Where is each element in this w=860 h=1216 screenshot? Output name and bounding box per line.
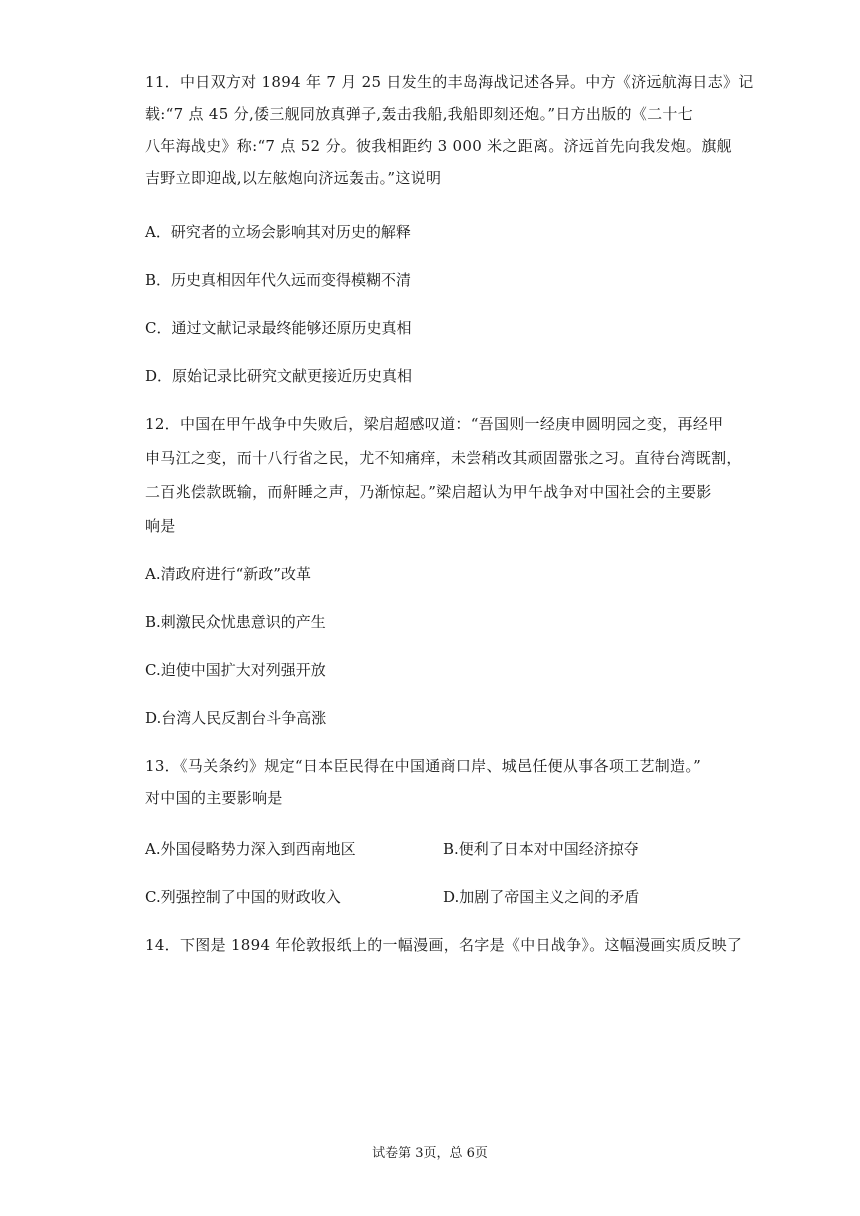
question-12-option-c[interactable]: C.迫使中国扩大对列强开放 [145, 661, 326, 679]
question-11-stem-line-2: 载:“7 点 45 分,倭三舰同放真弹子,轰击我船,我船即刻还炮。”日方出版的《二十七 [145, 105, 694, 123]
question-13-option-d[interactable]: D.加剧了帝国主义之间的矛盾 [443, 888, 640, 906]
question-11-stem-line-1: 11．中日双方对 1894 年 7 月 25 日发生的丰岛海战记述各异。中方《济远航海日志》记 [145, 73, 754, 91]
question-12-stem-line-1: 12．中国在甲午战争中失败后，梁启超感叹道：“吾国则一经庚申圆明园之变，再经甲 [145, 415, 724, 433]
question-11-option-a[interactable]: A．研究者的立场会影响其对历史的解释 [145, 223, 411, 241]
question-12-option-d[interactable]: D.台湾人民反割台斗争高涨 [145, 709, 327, 727]
question-11-option-b[interactable]: B．历史真相因年代久远而变得模糊不清 [145, 271, 412, 289]
question-11-stem-line-3: 八年海战史》称:“7 点 52 分。彼我相距约 3 000 米之距离。济远首先向我发炮。旗舰 [145, 137, 732, 155]
question-12-stem-line-3: 二百兆偿款既输，而鼾睡之声，乃渐惊起。”梁启超认为甲午战争对中国社会的主要影 [145, 483, 712, 501]
page-footer: 试卷第 3页，总 6页 [372, 1146, 488, 1161]
question-13-option-c[interactable]: C.列强控制了中国的财政收入 [145, 888, 341, 906]
question-13-option-b[interactable]: B.便利了日本对中国经济掠夺 [443, 840, 639, 858]
question-12-option-a[interactable]: A.清政府进行“新政”改革 [145, 565, 311, 583]
question-13-stem-line-2: 对中国的主要影响是 [145, 789, 283, 807]
question-11-stem-line-4: 吉野立即迎战,以左舷炮向济远轰击。”这说明 [145, 169, 442, 187]
question-11-option-c[interactable]: C．通过文献记录最终能够还原历史真相 [145, 319, 412, 337]
question-12-option-b[interactable]: B.刺激民众忧患意识的产生 [145, 613, 326, 631]
question-13-option-a[interactable]: A.外国侵略势力深入到西南地区 [145, 840, 356, 858]
question-13-stem-line-1: 13．《马关条约》规定“日本臣民得在中国通商口岸、城邑任便从事各项工艺制造。” [145, 757, 702, 775]
question-11-option-d[interactable]: D．原始记录比研究文献更接近历史真相 [145, 367, 413, 385]
question-14-stem-line-1: 14．下图是 1894 年伦敦报纸上的一幅漫画，名字是《中日战争》。这幅漫画实质反映了 [145, 936, 743, 954]
question-12-stem-line-4: 响是 [145, 517, 176, 535]
question-12-stem-line-2: 申马江之变，而十八行省之民，尤不知痛痒，未尝稍改其顽固嚣张之习。直待台湾既割， [145, 449, 742, 467]
